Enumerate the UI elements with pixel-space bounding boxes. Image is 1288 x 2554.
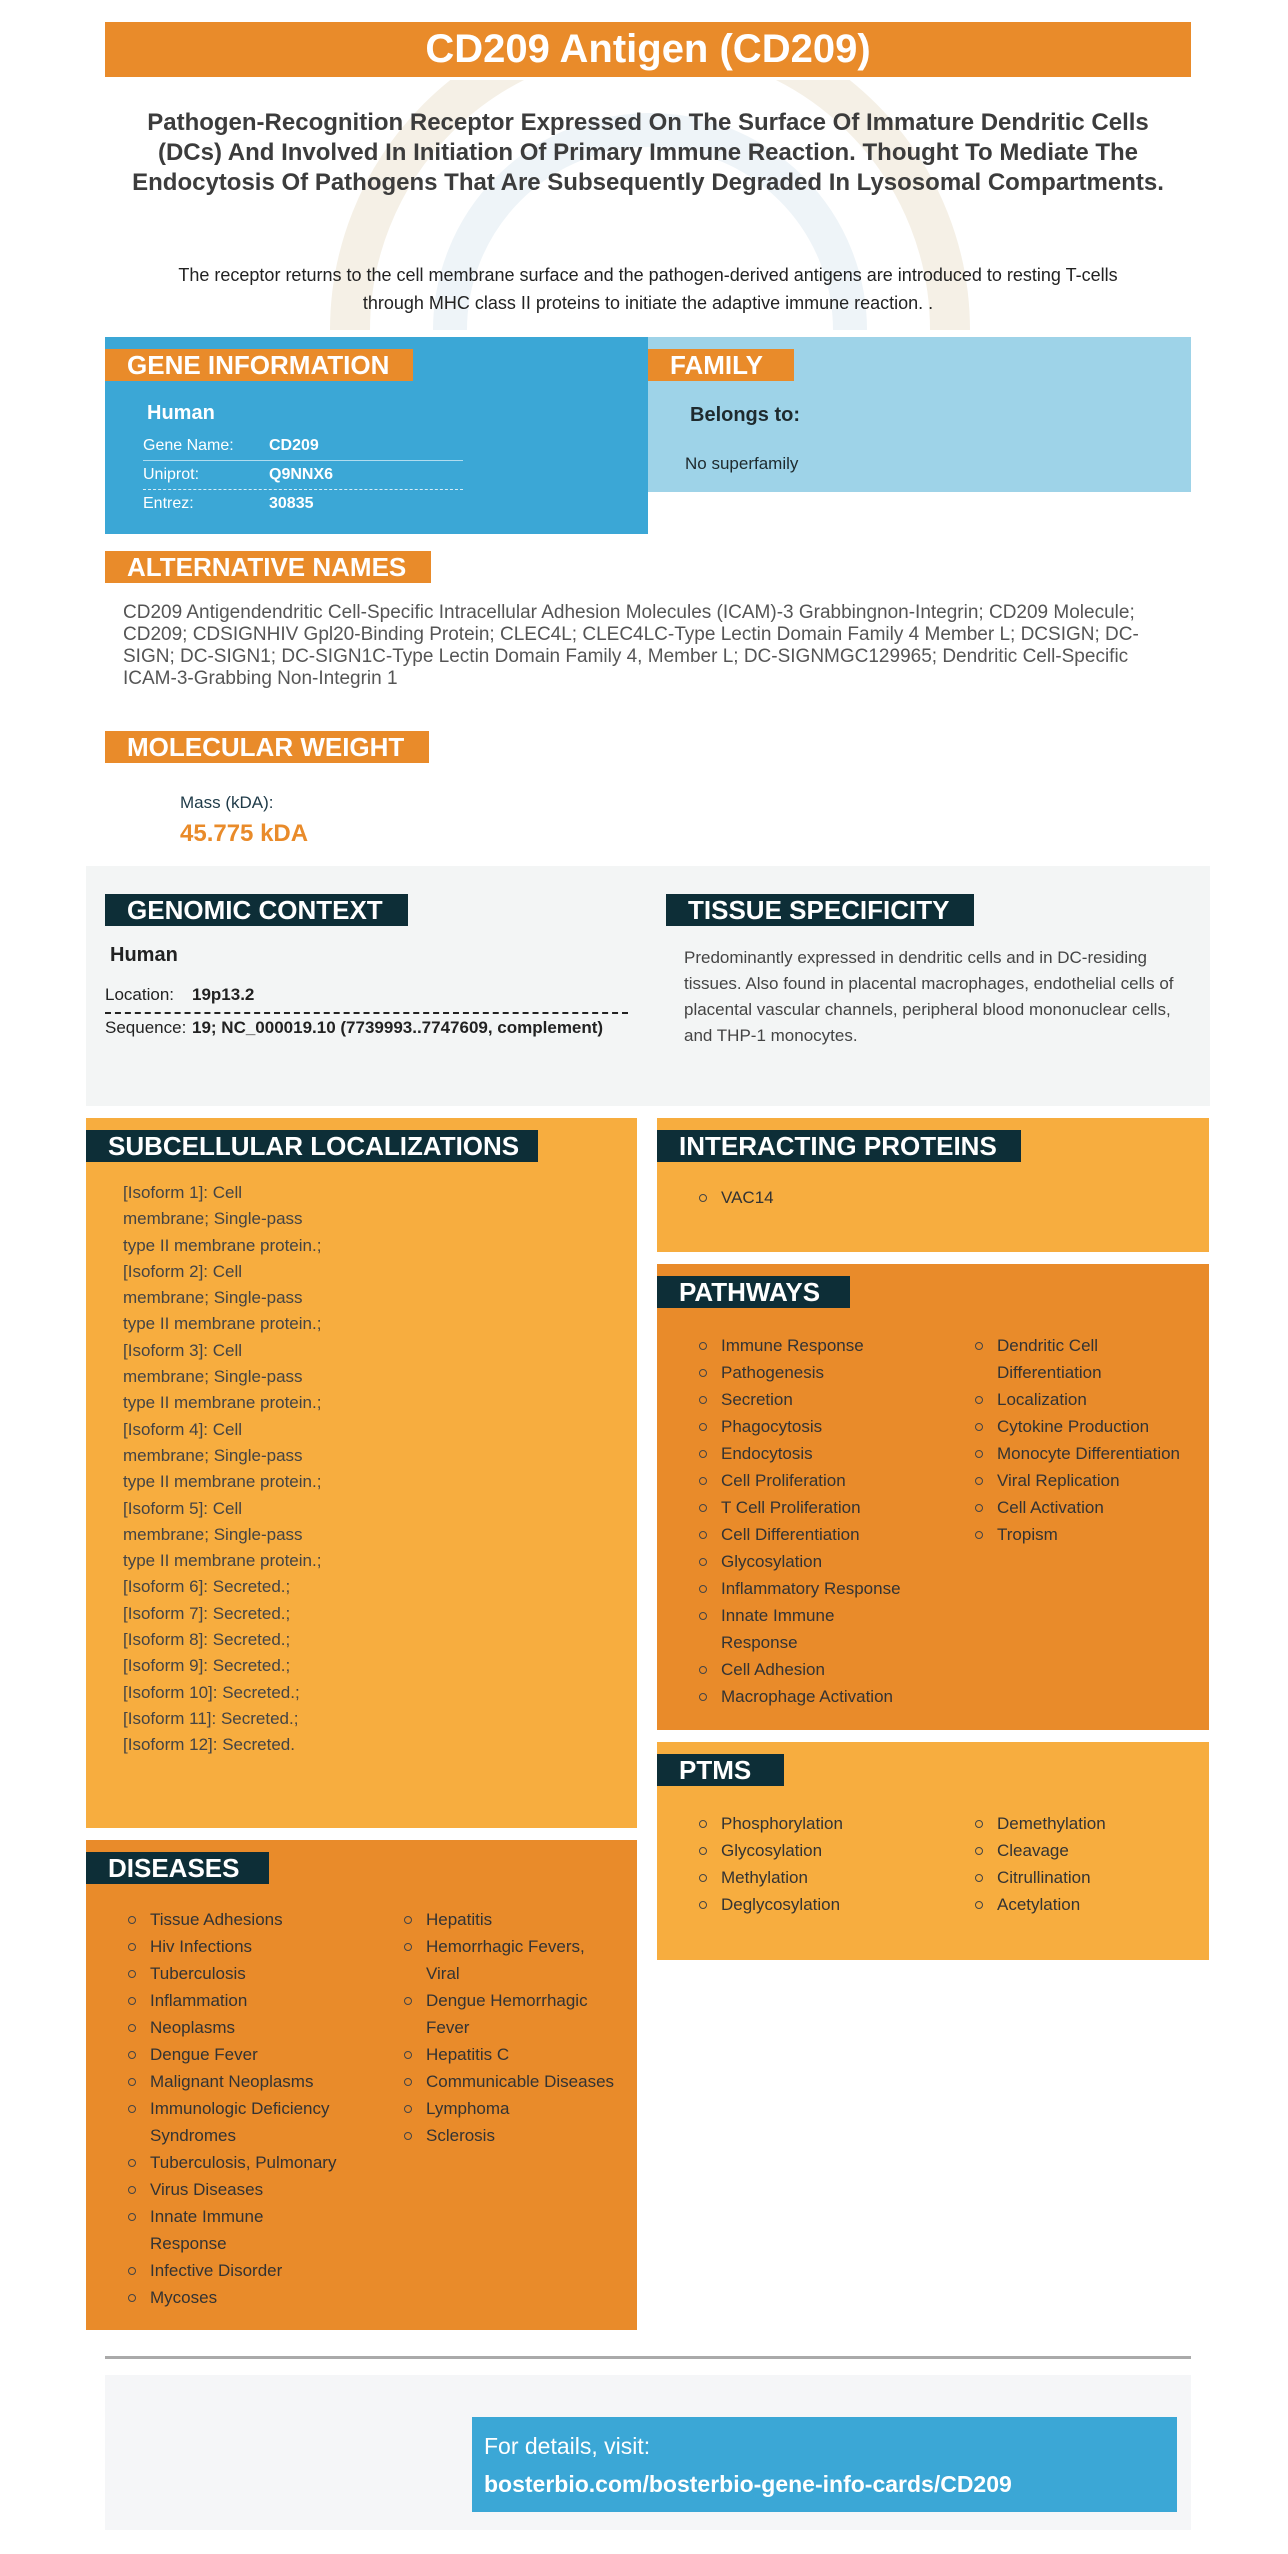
gene-info-table [143,432,463,518]
uniprot-label: Uniprot: [143,466,200,483]
footer-link-box[interactable] [472,2417,1177,2512]
list-item: Cleavage [975,1837,1205,1864]
mass-label: Mass (kDA): [180,793,274,812]
alt-names-heading: ALTERNATIVE NAMES [105,551,431,583]
subtitle: Pathogen-Recognition Receptor Expressed On The Surface Of Immature Dendritic Cells (DCs) And Involved In Initiation Of Primary Immune Reaction. Thought To Mediate The Endocytosis Of Pathogens That Are Subsequently Degraded In Lysosomal Compartments. [132,109,1164,196]
mass-value: 45.775 kDA [180,820,309,847]
genomic-sequence-row [105,1018,645,1044]
list-item: Glycosylation [699,1837,954,1864]
list-item: Cell Differentiation [699,1521,954,1548]
subcellular-heading: SUBCELLULAR LOCALIZATIONS [86,1130,538,1162]
gene-info-species: Human [147,402,215,424]
genomic-species: Human [110,944,178,966]
location-value: 19p13.2 [192,985,255,1004]
alt-names-text: CD209 Antigendendritic Cell-Specific Intracellular Adhesion Molecules (ICAM)-3 Grabbingnon-Integrin; CD209 Molecule; CD209; CDSIGNHIV Gpl20-Binding Protein; CLEC4L; CLEC4LC-Type Lectin Domain Family 4 Member L; DCSIGN; DC-SIGN; DC-SIGN1; DC-SIGN1C-Type Lectin Domain Family 4, Member L; DC-SIGNMGC129965; Dendritic Cell-Specific ICAM-3-Grabbing Non-Integrin 1 [123,602,1139,689]
list-item: Macrophage Activation [699,1683,954,1710]
ptms-heading: PTMS [657,1754,784,1786]
list-item: Secretion [699,1386,954,1413]
list-item: Sclerosis [404,2122,629,2149]
list-item: Innate Immune Response [128,2203,290,2257]
list-item: Tuberculosis [128,1960,378,1987]
list-item: Dendritic Cell Differentiation [975,1332,1127,1386]
list-item: Inflammatory Response [699,1575,954,1602]
list-item: Inflammation [128,1987,378,2014]
list-item: Cell Proliferation [699,1467,954,1494]
family-heading: FAMILY [648,349,794,381]
pathways-list-col1 [699,1332,954,1710]
list-item: Infective Disorder [128,2257,378,2284]
list-item: Immune Response [699,1332,954,1359]
list-item: Acetylation [975,1891,1205,1918]
list-item: Endocytosis [699,1440,954,1467]
list-item: Localization [975,1386,1205,1413]
family-belongs-label: Belongs to: [690,404,800,426]
sequence-label: Sequence: [105,1018,187,1037]
description: The receptor returns to the cell membrane surface and the pathogen-derived antigens are introduced to resting T-cells through MHC class II proteins to initiate the adaptive immune reaction. . [178,265,1118,313]
location-label: Location: [105,985,174,1004]
list-item: Dengue Hemorrhagic Fever [404,1987,621,2041]
list-item: Innate Immune Response [699,1602,861,1656]
list-item: Phagocytosis [699,1413,954,1440]
mol-weight-heading: MOLECULAR WEIGHT [105,731,429,763]
interacting-list [699,1184,774,1211]
list-item: Tropism [975,1521,1205,1548]
entrez-value: 30835 [269,495,314,512]
list-item: Cytokine Production [975,1413,1205,1440]
list-item: Hepatitis C [404,2041,629,2068]
gene-name-value: CD209 [269,437,319,454]
genomic-location-row [105,982,628,1014]
genomic-heading: GENOMIC CONTEXT [105,894,408,926]
list-item: Cell Activation [975,1494,1205,1521]
list-item: Demethylation [975,1810,1205,1837]
interacting-heading: INTERACTING PROTEINS [657,1130,1021,1162]
list-item: Hepatitis [404,1906,629,1933]
title-bar [105,22,1191,77]
gene-name-label: Gene Name: [143,437,234,454]
ptms-list-col1 [699,1810,954,1918]
footer-url[interactable]: bosterbio.com/bosterbio-gene-info-cards/CD209 [484,2471,1012,2497]
tissue-text: Predominantly expressed in dendritic cells and in DC-residing tissues. Also found in placental macrophages, endothelial cells of placental vascular channels, peripheral blood mononuclear cells, and THP-1 monocytes. [684,948,1174,1045]
list-item: T Cell Proliferation [699,1494,954,1521]
tissue-heading: TISSUE SPECIFICITY [666,894,974,926]
list-item: Virus Diseases [128,2176,378,2203]
interacting-panel [657,1118,1209,1252]
diseases-heading: DISEASES [86,1852,269,1884]
family-value: No superfamily [685,454,799,473]
list-item: Monocyte Differentiation [975,1440,1205,1467]
list-item: Mycoses [128,2284,378,2311]
list-item: Communicable Diseases [404,2068,629,2095]
page-title: CD209 Antigen (CD209) [425,27,871,71]
list-item: Pathogenesis [699,1359,954,1386]
gene-info-heading: GENE INFORMATION [105,349,413,381]
list-item: Methylation [699,1864,954,1891]
ptms-panel [657,1742,1209,1960]
entrez-row [143,490,463,518]
uniprot-value: Q9NNX6 [269,466,334,483]
list-item: Immunologic Deficiency Syndromes [128,2095,350,2149]
list-item: Lymphoma [404,2095,629,2122]
list-item: Cell Adhesion [699,1656,954,1683]
gene-info-panel [105,337,648,534]
uniprot-row [143,461,463,490]
list-item: Tuberculosis, Pulmonary [128,2149,378,2176]
list-item: Citrullination [975,1864,1205,1891]
sequence-value: 19; NC_000019.10 (7739993..7747609, complement) [192,1018,604,1037]
diseases-list-col2 [404,1906,629,2149]
subcellular-text: [Isoform 1]: Cell membrane; Single-pass type II membrane protein.; [Isoform 2]: Cell membrane; Single-pass type II membrane protein.; [Isoform 3]: Cell membrane; Single-pass type II membrane protein.; [Isoform 4]: Cell membrane; Single-pass type II membrane protein.; [Isoform 5]: Cell membrane; Single-pass type II membrane protein.; [Isoform 6]: Secreted.; [Isoform 7]: Secreted.; [Isoform 8]: Secreted.; [Isoform 9]: Secreted.; [Isoform 10]: Secreted.; [Isoform 11]: Secreted.; [Isoform 12]: Secreted. [123,1183,322,1755]
list-item: Viral Replication [975,1467,1205,1494]
list-item: Malignant Neoplasms [128,2068,378,2095]
pathways-heading: PATHWAYS [657,1276,850,1308]
pathways-list-col2 [975,1332,1205,1548]
entrez-label: Entrez: [143,495,194,512]
list-item: Hemorrhagic Fevers, Viral [404,1933,616,1987]
list-item: Hiv Infections [128,1933,378,1960]
list-item: Glycosylation [699,1548,954,1575]
family-panel [648,337,1191,492]
subcellular-panel [86,1118,637,1828]
ptms-list-col2 [975,1810,1205,1918]
list-item: Phosphorylation [699,1810,954,1837]
diseases-panel [86,1840,637,2330]
list-item: Neoplasms [128,2014,378,2041]
list-item: Deglycosylation [699,1891,954,1918]
list-item: Tissue Adhesions [128,1906,378,1933]
footer-divider [105,2356,1191,2359]
diseases-list-col1 [128,1906,378,2311]
list-item: VAC14 [699,1184,774,1211]
footer-visit-label: For details, visit: [484,2433,651,2459]
gene-name-row [143,432,463,461]
pathways-panel [657,1264,1209,1730]
list-item: Dengue Fever [128,2041,378,2068]
